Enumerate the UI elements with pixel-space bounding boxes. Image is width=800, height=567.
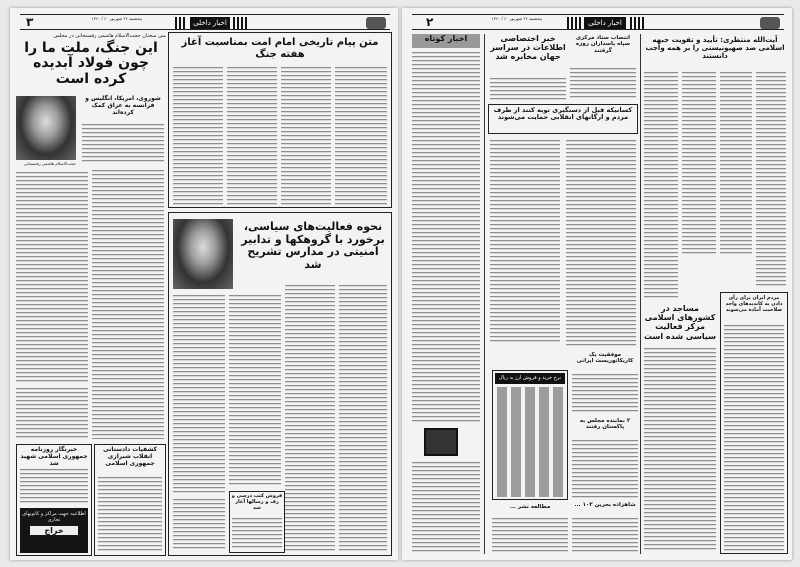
brief-news-title: اخبار کوتاه	[412, 34, 480, 48]
discoveries-box	[94, 444, 166, 556]
imam-message-headline: متن پیام تاریخی امام امت بمناسبت آغاز هفته جنگ	[181, 37, 379, 60]
advertisement	[20, 508, 88, 553]
main-headline: این جنگ، ملت ما را چون فولاد آبدیده کرده است	[24, 40, 158, 87]
issue-date: پنجشنبه ۲۶ شهریور ۶۰ / ۱۳۶۰	[91, 16, 142, 21]
photo-caption: حجت‌الاسلام هاشمی رفسنجانی	[23, 161, 76, 166]
schools-box	[168, 212, 392, 556]
repentance-headline: کسانیکه قبل از دستگیری توبه کنند از طرف مردم و ارگانهای انقلابی حمایت می‌شوند	[493, 106, 633, 122]
right-page	[402, 8, 792, 560]
newspaper-logo	[760, 17, 780, 29]
left-page-header	[20, 14, 390, 30]
ad-text: اطلاعیه جهت مراکز و کانونهای تجاری	[22, 511, 86, 523]
currency-table	[492, 370, 568, 500]
header-ornament	[175, 17, 187, 29]
section-label: اخبار داخلی	[584, 17, 626, 29]
page-number: ۳	[26, 15, 34, 29]
article-text	[229, 295, 281, 485]
article-text	[490, 78, 566, 100]
article-text	[335, 67, 387, 205]
irgc-headline: انتصاب ستاد مرکزی سپاه پاسداران روزه گرفتند	[570, 35, 636, 54]
article-text	[82, 124, 164, 164]
article-text	[173, 499, 225, 551]
left-page	[10, 8, 398, 560]
mosques-headline: مساجد در کشورهای اسلامی مرکز فعالیت سیاسی شده است	[644, 304, 716, 341]
article-text	[572, 440, 638, 498]
reporter-headline: خبرنگار روزنامه جمهوری اسلامی شهید شد	[20, 446, 88, 467]
currency-table-title: نرخ خرید و فروش ارز به ریال	[495, 373, 565, 384]
right-page-header	[412, 14, 784, 30]
vote-box	[720, 292, 788, 554]
header-ornament	[233, 17, 247, 29]
article-text	[227, 67, 277, 205]
newspaper-logo	[366, 17, 386, 29]
article-text	[173, 67, 223, 205]
article-text	[490, 140, 560, 342]
discoveries-headline: کشفیات دادستانی انقلاب شیرازی جمهوری اسلامی	[103, 446, 157, 467]
exclusive-headline: خبر اختصاصی اطلاعات در سراسر جهان مخابره شد	[490, 34, 566, 62]
article-text	[173, 295, 225, 495]
article-text	[572, 374, 638, 412]
article-text	[492, 518, 568, 552]
reporter-box	[16, 444, 92, 556]
article-text	[98, 477, 162, 553]
article-text	[724, 325, 784, 551]
article-text	[16, 172, 88, 384]
article-text	[16, 388, 88, 440]
cartoonist-headline: موفقیت یک کاریکاتوریست ایرانی	[576, 352, 634, 365]
pakistan-headline: ۲ نماینده مجلس به پاکستان رفتند	[579, 418, 631, 431]
article-text	[20, 469, 88, 505]
study-headline: مطالعه نشر ...	[509, 504, 551, 510]
article-text	[232, 518, 282, 550]
article-text	[339, 285, 387, 551]
header-ornament	[630, 17, 646, 29]
article-text	[644, 72, 678, 298]
kicker: متن سخنان حجت‌الاسلام هاشمی رفسنجانی در مجلس	[53, 33, 166, 39]
schools-headline: نحوه فعالیت‌های سیاسی، برخورد با گروهکها و تدابیر امنیتی در مدارس تشریح شد	[241, 220, 385, 271]
article-text	[644, 348, 716, 552]
repentance-box	[488, 104, 638, 134]
bahrain-headline: شاهزاده بحرین ۱۰۳ ...	[574, 502, 636, 508]
article-text	[566, 140, 636, 347]
article-text	[720, 72, 752, 256]
article-text	[572, 518, 638, 552]
currency-rates	[497, 387, 565, 497]
article-text	[570, 68, 636, 100]
article-text	[281, 67, 331, 205]
article-text	[92, 170, 164, 439]
newspaper-emblem	[424, 428, 458, 456]
photo-rafsanjani	[16, 96, 76, 160]
vote-headline: مردم ایران برای رأی دادن به کاندیدهای واجد صلاحیت آماده می‌شوند	[725, 295, 783, 313]
issue-date: پنجشنبه ۲۶ شهریور ۶۰ / ۱۳۶۰	[491, 16, 542, 21]
article-text	[285, 285, 335, 551]
ad-title: خراج	[30, 526, 78, 535]
subhead: شوروی، امریکا، انگلیس و فرانسه به عراق کمک کرده‌اند	[85, 95, 161, 116]
page-number: ۲	[426, 15, 434, 29]
article-text	[682, 72, 716, 256]
books-box	[229, 491, 285, 553]
books-headline: فروش کتب درسی و رف و رسالها آغاز شد	[231, 493, 283, 511]
section-label: اخبار داخلی	[190, 17, 230, 29]
brief-news-text	[412, 52, 480, 422]
montazeri-headline: آیت‌الله منتظری: تأیید و تقویت جبهه اسلامی ضد صهیونیستی را بر همه واجب دانستند	[645, 36, 785, 61]
header-ornament	[567, 17, 581, 29]
imam-message-box	[168, 32, 392, 208]
brief-news-text	[412, 462, 480, 552]
article-text	[756, 72, 786, 286]
photo-official	[173, 219, 233, 289]
